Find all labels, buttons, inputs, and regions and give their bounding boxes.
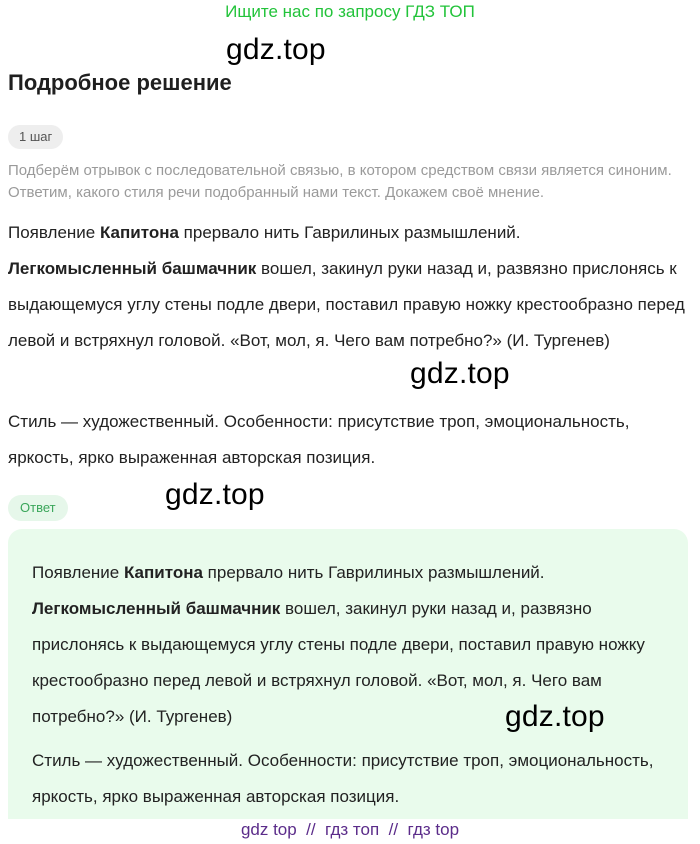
quote-part: Появление <box>8 223 100 242</box>
page-title: Подробное решение <box>8 70 232 95</box>
footer-links[interactable]: gdz top // гдз топ // гдз top <box>240 820 460 839</box>
quote-part: вошел, закинул руки назад и, развязно прислонясь к выдающемуся углу стены подле двери, поставил правую ножку крестообразно перед левой и встряхнул головой. «Вот, мол, я. Чего вам потребно?» (И. Тургенев) <box>8 259 685 350</box>
answer-style-note: Стиль — художественный. Особенности: присутствие троп, эмоциональность, яркость, ярко выраженная авторская позиция. <box>32 751 654 806</box>
style-note: Стиль — художественный. Особенности: присутствие троп, эмоциональность, яркость, ярко выраженная авторская позиция. <box>8 412 630 467</box>
solution-quote <box>8 215 693 359</box>
quote-part: прервало нить Гаврилиных размышлений. <box>202 563 545 582</box>
answer-badge: Ответ <box>8 495 68 521</box>
watermark: gdz.top <box>226 33 326 66</box>
watermark: gdz.top <box>505 700 605 733</box>
quote-part: Появление <box>32 563 124 582</box>
step-badge: 1 шаг <box>8 125 63 149</box>
quote-bold: Легкомысленный башмачник <box>8 259 257 278</box>
task-description: Подберём отрывок с последовательной связью, в котором средством связи является синоним. Ответим, какого стиля речи подобранный нами текст. Докажем своё мнение. <box>8 162 672 201</box>
quote-bold: Легкомысленный башмачник <box>32 599 281 618</box>
quote-part: прервало нить Гаврилиных размышлений. <box>178 223 521 242</box>
quote-bold: Капитона <box>123 563 203 582</box>
quote-bold: Капитона <box>99 223 179 242</box>
search-banner: Ищите нас по запросу ГДЗ ТОП <box>225 2 475 21</box>
quote-part: вошел, закинул руки назад и, развязно прислонясь к выдающемуся углу стены подле двери, поставил правую ножку крестообразно перед левой и встряхнул головой. «Вот, мол, я. Чего вам потребно?» (И. Тургенев) <box>32 599 645 726</box>
watermark: gdz.top <box>410 357 510 390</box>
watermark: gdz.top <box>165 478 265 511</box>
